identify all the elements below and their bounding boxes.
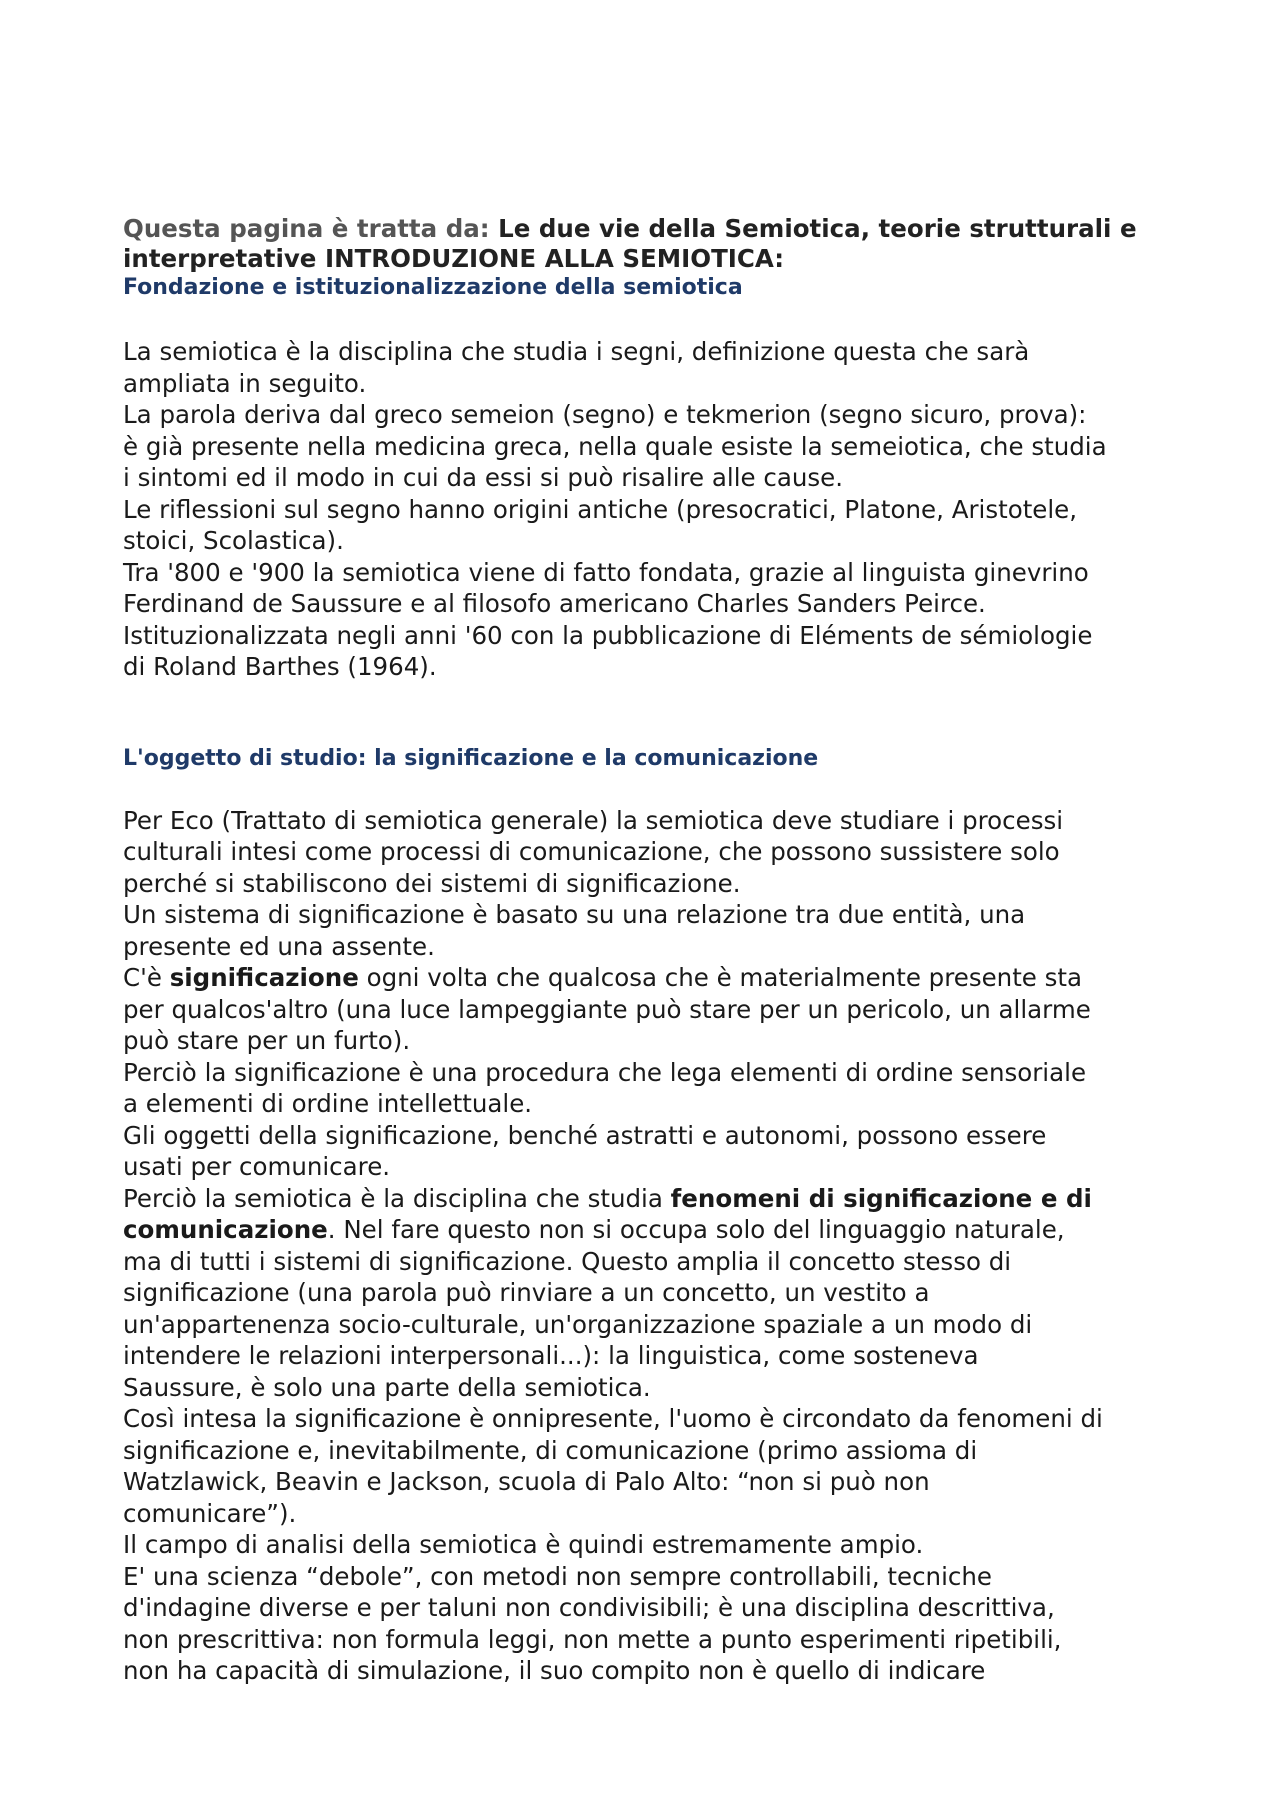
- source-subtitle: INTRODUZIONE ALLA SEMIOTICA:: [316, 244, 785, 273]
- text-line: a elementi di ordine intellettuale.: [123, 1089, 533, 1118]
- text-line: Un sistema di significazione è basato su una relazione tra due entità, una: [123, 900, 1026, 929]
- text-line: stoici, Scolastica).: [123, 526, 344, 555]
- text-line: Così intesa la significazione è onnipresente, l'uomo è circondato da fenomeni di: [123, 1404, 1103, 1433]
- text-line: perché si stabiliscono dei sistemi di significazione.: [123, 868, 741, 898]
- source-header: [123, 214, 1183, 274]
- document-page: [123, 214, 1183, 1687]
- text-line: significazione (una parola può rinviare a un concetto, un vestito a: [123, 1278, 930, 1307]
- bold-term-fenomeni: fenomeni di significazione e di: [670, 1183, 1092, 1213]
- text-line: un'appartenenza socio-culturale, un'organizzazione spaziale a un modo di: [123, 1309, 1033, 1339]
- text-line: culturali intesi come processi di comunicazione, che possono sussistere solo: [123, 837, 1060, 866]
- text-line-comunicazione: [123, 1214, 1183, 1246]
- text-line: Le riflessioni sul segno hanno origini antiche (presocratici, Platone, Aristotele,: [123, 494, 1078, 524]
- text-line: Per Eco (Trattato di semiotica generale) la semiotica deve studiare i processi: [123, 805, 1064, 835]
- text-run: . Nel fare questo non si occupa solo del linguaggio naturale,: [327, 1215, 1065, 1244]
- text-line: d'indagine diverse e per taluni non condivisibili; è una disciplina descrittiva,: [123, 1593, 1055, 1622]
- section-heading-oggetto: L'oggetto di studio: la significazione e la comunicazione: [123, 745, 819, 771]
- section-heading-fondazione: Fondazione e istituzionalizzazione della semiotica: [123, 275, 743, 300]
- text-line: di Roland Barthes (1964).: [123, 652, 437, 681]
- text-line: E' una scienza “debole”, con metodi non sempre controllabili, tecniche: [123, 1561, 992, 1591]
- text-line: non ha capacità di simulazione, il suo compito non è quello di indicare: [123, 1656, 986, 1685]
- text-line: intendere le relazioni interpersonali...): la linguistica, come sosteneva: [123, 1341, 979, 1370]
- text-line: Saussure, è solo una parte della semiotica.: [123, 1372, 651, 1402]
- text-line: non prescrittiva: non formula leggi, non mette a punto esperimenti ripetibili,: [123, 1624, 1062, 1654]
- text-line: usati per comunicare.: [123, 1152, 391, 1181]
- text-line: può stare per un furto).: [123, 1026, 411, 1055]
- text-line: La semiotica è la disciplina che studia i segni, definizione questa che sarà: [123, 337, 1030, 366]
- text-run: C'è: [123, 963, 170, 992]
- text-line: Perciò la significazione è una procedura che lega elementi di ordine sensoriale: [123, 1057, 1087, 1087]
- text-line: Il campo di analisi della semiotica è quindi estremamente ampio.: [123, 1530, 924, 1559]
- text-run: Perciò la semiotica è la disciplina che studia: [123, 1183, 671, 1213]
- text-line: Gli oggetti della significazione, benché astratti e autonomi, possono essere: [123, 1120, 1047, 1150]
- text-line: Watzlawick, Beavin e Jackson, scuola di Palo Alto: “non si può non: [123, 1467, 930, 1496]
- text-line: comunicare”).: [123, 1498, 297, 1528]
- text-run: ogni volta che qualcosa che è materialmente presente sta: [358, 963, 1083, 992]
- bold-term-significazione: significazione: [169, 963, 359, 992]
- source-lead: Questa pagina è tratta da:: [123, 214, 490, 243]
- text-line: significazione e, inevitabilmente, di comunicazione (primo assioma di: [123, 1435, 978, 1465]
- text-line: i sintomi ed il modo in cui da essi si può risalire alle cause.: [123, 463, 844, 492]
- text-line: ma di tutti i sistemi di significazione. Questo amplia il concetto stesso di: [123, 1246, 1012, 1276]
- bold-term-comunicazione: comunicazione: [123, 1215, 328, 1244]
- text-line: Tra '800 e '900 la semiotica viene di fatto fondata, grazie al linguista ginevrino: [123, 557, 1089, 587]
- text-line: presente ed una assente.: [123, 931, 435, 961]
- text-line: La parola deriva dal greco semeion (segno) e tekmerion (segno sicuro, prova):: [123, 400, 1087, 429]
- text-line-significazione: [123, 962, 1183, 994]
- section-body-oggetto: [123, 805, 1183, 1687]
- text-line: per qualcos'altro (una luce lampeggiante può stare per un pericolo, un allarme: [123, 994, 1091, 1024]
- text-line: Istituzionalizzata negli anni '60 con la pubblicazione di Eléments de sémiologie: [123, 620, 1093, 650]
- text-line: Ferdinand de Saussure e al filosofo americano Charles Sanders Peirce.: [123, 589, 986, 618]
- text-line-fenomeni: [123, 1183, 1183, 1215]
- text-line: è già presente nella medicina greca, nella quale esiste la semeiotica, che studia: [123, 431, 1107, 461]
- source-title: Le due vie della Semiotica, teorie strutturali e interpretative: [123, 214, 1137, 273]
- text-line: ampliata in seguito.: [123, 368, 367, 398]
- section-body-fondazione: [123, 336, 1183, 683]
